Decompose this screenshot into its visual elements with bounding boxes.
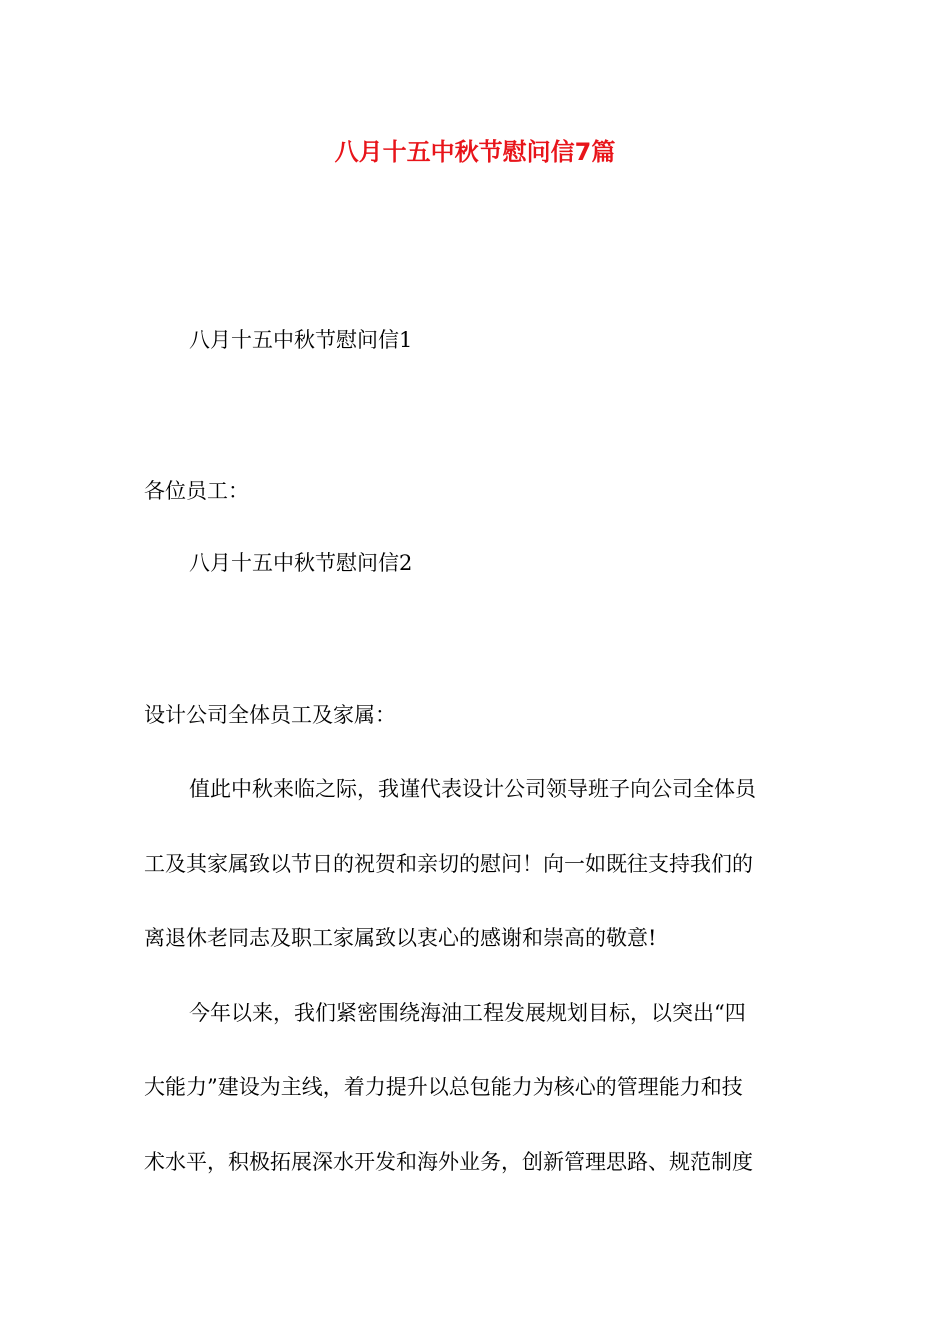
paragraph-2-line-2: 大能力”建设为主线，着力提升以总包能力为核心的管理能力和技 bbox=[144, 1075, 743, 1099]
paragraph-1-line-2: 工及其家属致以节日的祝贺和亲切的慰问！向一如既往支持我们的 bbox=[144, 852, 753, 876]
salutation-2: 设计公司全体员工及家属： bbox=[144, 703, 396, 727]
paragraph-2-line-1: 今年以来，我们紧密围绕海油工程发展规划目标，以突出“四 bbox=[189, 1001, 746, 1025]
document-title: 八月十五中秋节慰问信7篇 bbox=[334, 138, 616, 166]
salutation-1: 各位员工： bbox=[144, 479, 249, 503]
letter-heading-1: 八月十五中秋节慰问信1 bbox=[189, 328, 413, 352]
paragraph-1-line-1: 值此中秋来临之际，我谨代表设计公司领导班子向公司全体员 bbox=[189, 777, 756, 801]
paragraph-2-line-3: 术水平，积极拓展深水开发和海外业务，创新管理思路、规范制度 bbox=[144, 1150, 753, 1174]
letter-heading-2: 八月十五中秋节慰问信2 bbox=[189, 551, 413, 575]
paragraph-1-line-3: 离退休老同志及职工家属致以衷心的感谢和崇高的敬意! bbox=[144, 926, 657, 950]
